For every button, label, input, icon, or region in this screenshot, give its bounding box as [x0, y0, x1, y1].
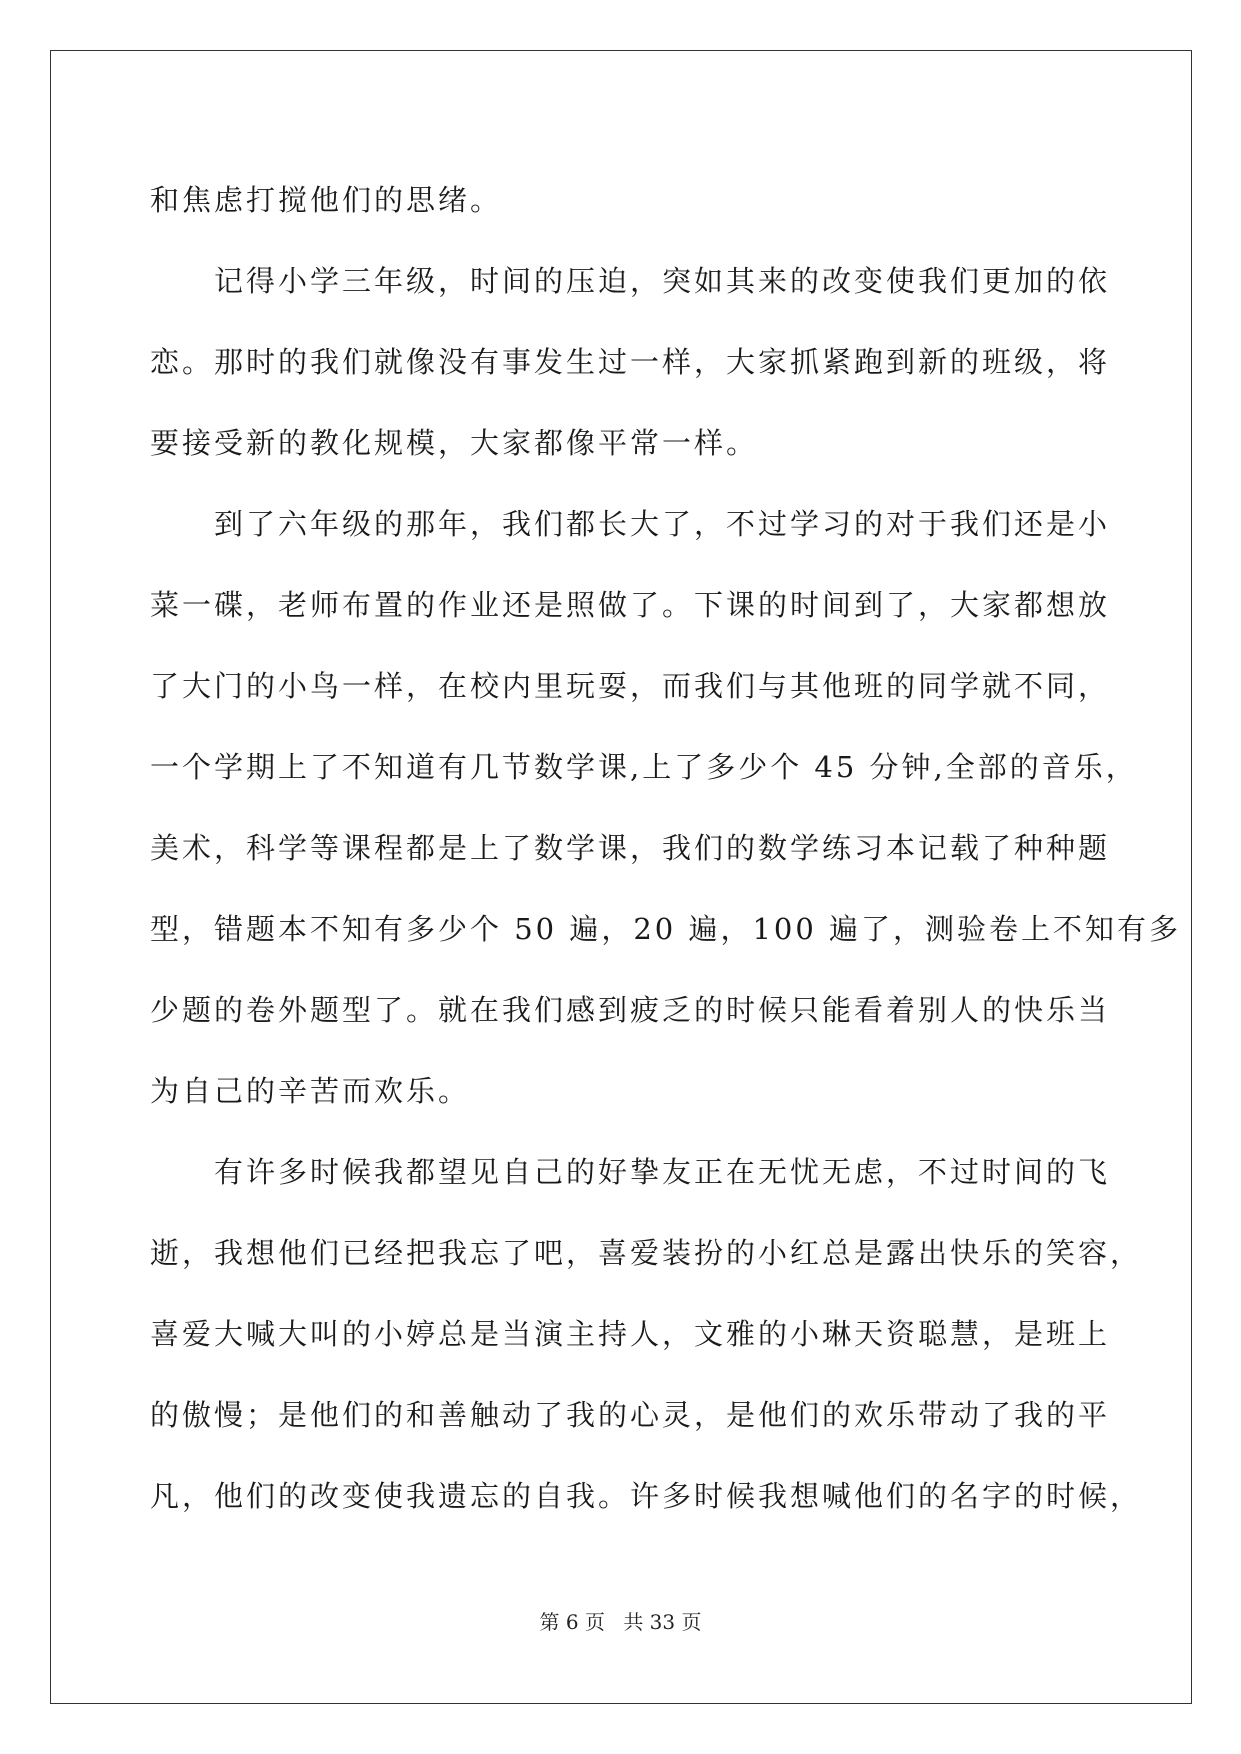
text-line: 为自己的辛苦而欢乐。	[150, 1074, 471, 1108]
text-line: 了大门的小鸟一样，在校内里玩耍，而我们与其他班的同学就不同，	[150, 669, 1111, 703]
text-line: 记得小学三年级，时间的压迫，突如其来的改变使我们更加的依	[214, 264, 1111, 298]
document-body	[150, 160, 1182, 1537]
text-line: 要接受新的教化规模，大家都像平常一样。	[150, 426, 759, 460]
text-line: 到了六年级的那年，我们都长大了，不过学习的对于我们还是小	[214, 507, 1111, 541]
text-line: 菜一碟，老师布置的作业还是照做了。下课的时间到了，大家都想放	[150, 588, 1111, 622]
page-total: 共 33 页	[623, 1610, 702, 1634]
text-line: 凡，他们的改变使我遗忘的自我。许多时候我想喊他们的名字的时候，	[150, 1479, 1143, 1513]
text-line: 有许多时候我都望见自己的好挚友正在无忧无虑，不过时间的飞	[214, 1155, 1111, 1189]
text-line: 型，错题本不知有多少个 50 遍，20 遍，100 遍了，测验卷上不知有多	[150, 912, 1182, 946]
text-line: 美术，科学等课程都是上了数学课，我们的数学练习本记载了种种题	[150, 831, 1111, 865]
text-line: 少题的卷外题型了。就在我们感到疲乏的时候只能看着别人的快乐当	[150, 993, 1111, 1027]
text-line: 恋。那时的我们就像没有事发生过一样，大家抓紧跑到新的班级，将	[150, 345, 1111, 379]
paragraph-4	[150, 1132, 1143, 1537]
paragraph-2	[150, 241, 1111, 484]
text-line: 的傲慢；是他们的和善触动了我的心灵，是他们的欢乐带动了我的平	[150, 1398, 1111, 1432]
text-line: 一个学期上了不知道有几节数学课,上了多少个 45 分钟,全部的音乐，	[150, 750, 1138, 784]
text-line: 喜爱大喊大叫的小婷总是当演主持人，文雅的小琳天资聪慧，是班上	[150, 1317, 1111, 1351]
paragraph-3	[150, 484, 1182, 1132]
paragraph-1	[150, 160, 1100, 241]
page-number: 第 6 页	[539, 1610, 605, 1634]
page-footer	[0, 1606, 1241, 1635]
text-line: 逝，我想他们已经把我忘了吧，喜爱装扮的小红总是露出快乐的笑容，	[150, 1236, 1143, 1270]
text-line: 和焦虑打搅他们的思绪。	[150, 183, 503, 217]
